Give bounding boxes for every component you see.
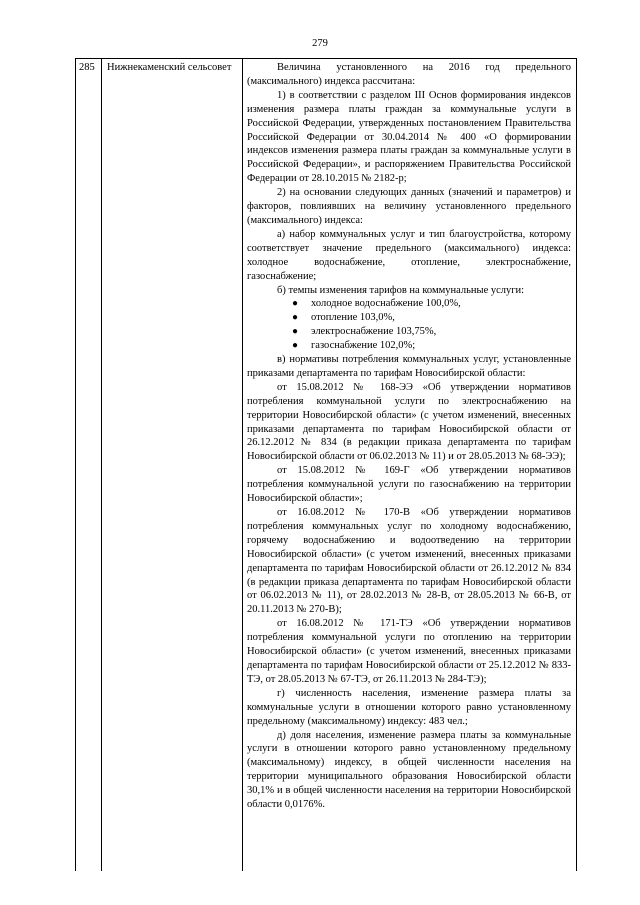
list-item [292,325,571,339]
list-item-text: электроснабжение 103,75%, [311,326,437,338]
paragraph: от 15.08.2012 № 169-Г «Об утверждении нормативов потребления коммунальной услуги по газоснабжению на территории Новосибирской области»; [247,465,571,505]
paragraph: Величина установленного на 2016 год предельного (максимального) индекса рассчитана: [247,62,571,87]
paragraph: г) численность населения, изменение размера платы за коммунальные услуги в отношении которого равно установленному предельному (максимальному) индексу: 483 чел.; [247,687,571,727]
column-divider [101,59,102,871]
bullet-icon: ● [292,298,299,310]
paragraph: 2) на основании следующих данных (значений и параметров) и факторов, повлиявших на величину установленного предельного (максимального) индекса: [247,187,571,226]
paragraph: 1) в соответствии с разделом III Основ формирования индексов изменения размера платы граждан за коммунальные услуги в Российской Федерации, утвержденных постановлением Правительства Российской Федерации от 30.04.2014 № 400 «О формировании индексов изменения размера платы граждан за коммунальные услуги в Российской Федерации», и распоряжением Правительства Российской Федерации от 28.10.2015 № 2182-р; [247,89,571,185]
list-item-text: отопление 103,0%, [311,312,395,324]
list-item [292,297,571,311]
document-table [75,58,577,871]
bullet-icon: ● [292,326,299,338]
paragraph: в) нормативы потребления коммунальных услуг, установленные приказами департамента по тарифам Новосибирской области: [247,354,571,379]
paragraph: б) темпы изменения тарифов на коммунальные услуги: [277,284,525,296]
row-number: 285 [79,62,95,73]
paragraph: а) набор коммунальных услуг и тип благоустройства, которому соответствует значение предельного (максимального) индекса: холодное водоснабжение, отопление, электроснабжение, газоснабжение; [247,228,571,282]
paragraph: от 16.08.2012 № 170-В «Об утверждении нормативов потребления коммунальных услуг по холодному водоснабжению, горячему водоснабжению и водоотведению на территории Новосибирской области» (с учетом изменений, внесенных приказами департамента по тарифам Новосибирской области от 26.12.2012 № 834 (в редакции приказа департамента по тарифам Новосибирской области от 06.02.2013 № 11), от 28.02.2013 № 28-В, от 28.05.2013 № 66-В, от 20.11.2013 № 270-В); [247,507,571,616]
list-item [292,339,571,353]
bullet-icon: ● [292,340,299,352]
column-divider [242,59,243,871]
paragraph: от 16.08.2012 № 171-ТЭ «Об утверждении нормативов потребления коммунальной услуги по отоплению на территории Новосибирской области» (с учетом изменений, внесенных приказами департамента по тарифам Новосибирской области от 25.12.2012 № 833-ТЭ, от 28.05.2013 № 67-ТЭ, от 26.11.2013 № 284-ТЭ); [247,618,571,685]
list-item-text: газоснабжение 102,0%; [311,340,416,352]
list-item [292,311,571,325]
municipality-name: Нижнекаменский сельсовет [107,62,232,73]
paragraph: д) доля населения, изменение размера платы за коммунальные услуги в отношении которого равно установленному предельному (максимальному) индексу, в общей численности населения на территории муниципального образования Новосибирской области 30,1% и в общей численности населения на территории Новосибирской области 0,0176%. [247,729,571,811]
description-cell [247,61,571,812]
list-item-text: холодное водоснабжение 100,0%, [311,298,461,310]
bullet-icon: ● [292,312,299,324]
tariff-list [247,297,571,353]
paragraph: от 15.08.2012 № 168-ЭЭ «Об утверждении нормативов потребления коммунальной услуги по электроснабжению на территории Новосибирской области» (с учетом изменений, внесенных приказами департамента по тарифам Новосибирской области от 26.12.2012 № 834 (в редакции приказа департамента по тарифам Новосибирской области от 06.02.2013 № 11) и от 28.05.2013 № 68-ЭЭ); [247,381,571,463]
page-number: 279 [312,38,328,49]
